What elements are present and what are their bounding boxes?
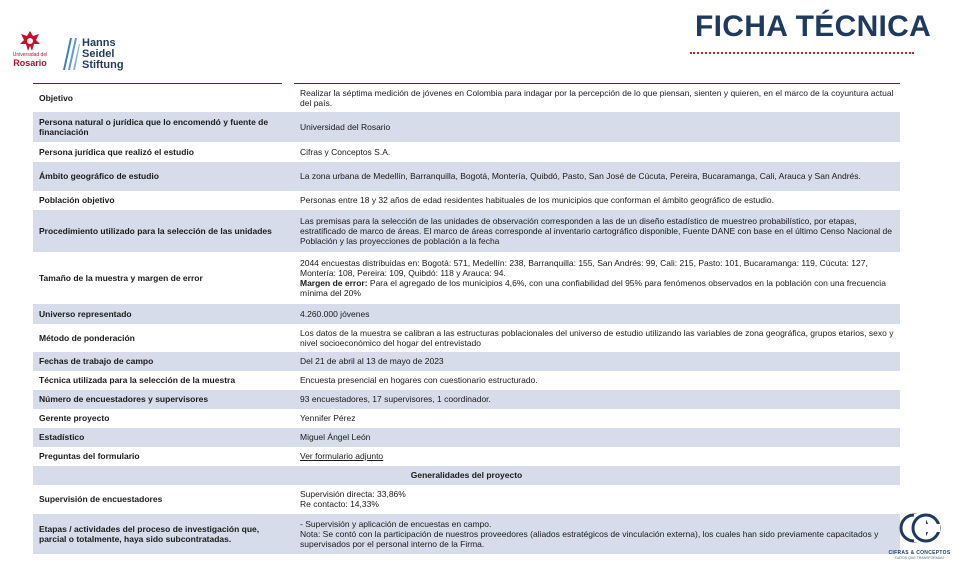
table-row	[33, 112, 900, 142]
re-contacto: Re contacto: 14,33%	[300, 499, 379, 509]
table-row	[33, 210, 900, 252]
formulario-link[interactable]: Ver formulario adjunto	[300, 451, 384, 461]
row-value-universo: 4.260.000 jóvenes	[288, 304, 900, 324]
table-row	[33, 162, 900, 191]
logo-cc-text: CIFRAS & CONCEPTOS	[888, 550, 951, 556]
row-value-ambito: La zona urbana de Medellín, Barranquilla, Bogotá, Montería, Quibdó, Pasto, San José de Cúcuta, Pereira, Bucaramanga, Cali, Arauca y San Andrés.	[288, 162, 900, 191]
cifras-y-conceptos-logo	[880, 512, 959, 572]
row-label-preguntas: Preguntas del formulario	[33, 447, 288, 466]
logo-hss-line3: Stiftung	[82, 59, 124, 71]
table-row	[33, 371, 900, 390]
row-label-etapas: Etapas / actividades del proceso de investigación que, parcial o totalmente, haya sido subcontratadas.	[33, 514, 288, 554]
muestra-distribucion: 2044 encuestas distribuidas en: Bogotá: 571, Medellín: 238, Barranquilla: 155, San Andrés: 99, Cali: 215, Pasto: 101, Bucaramanga: 119, Cúcuta: 127, Montería: 108, Pereira: 109, Quibdó: 118 y Arauca: 94.	[300, 257, 868, 278]
row-label-estadistico: Estadístico	[33, 428, 288, 447]
section-title: Generalidades del proyecto	[33, 466, 900, 485]
section-header-row	[33, 466, 900, 485]
table-row	[33, 304, 900, 324]
logo-ur-big-text: Rosario	[13, 58, 47, 68]
row-value-tecnica: Encuesta presencial en hogares con cuestionario estructurado.	[288, 371, 900, 390]
row-label-encuestadores: Número de encuestadores y supervisores	[33, 390, 288, 409]
row-label-ponderacion: Método de ponderación	[33, 324, 288, 352]
row-value-ponderacion: Los datos de la muestra se calibran a las estructuras poblacionales del universo de estudio utilizando las variables de zona geográfica, grupos etarios, sexo y nivel socioeconómico del hogar del entrevistado	[288, 324, 900, 352]
row-label-tecnica: Técnica utilizada para la selección de la muestra	[33, 371, 288, 390]
table-row	[33, 352, 900, 371]
row-value-estadistico: Miguel Ángel León	[288, 428, 900, 447]
logo-hss-line1: Hanns	[82, 37, 116, 49]
row-value-supervision	[288, 485, 900, 514]
etapas-nota: Nota: Se contó con la participación de nuestros proveedores (aliados estratégicos de vinculación externa), los cuales han sido previamente capacitados y supervisados por el personal interno de la Firma.	[300, 528, 879, 549]
crest-icon	[19, 30, 41, 52]
row-value-encuestadores: 93 encuestadores, 17 supervisores, 1 coordinador.	[288, 390, 900, 409]
row-label-supervision: Supervisión de encuestadores	[33, 485, 288, 514]
row-value-financiacion: Universidad del Rosario	[288, 112, 900, 142]
row-label-universo: Universo representado	[33, 304, 288, 324]
row-value-fechas: Del 21 de abril al 13 de mayo de 2023	[288, 352, 900, 371]
supervision-directa: Supervisión directa: 33,86%	[300, 489, 406, 499]
row-value-realizo: Cifras y Conceptos S.A.	[288, 142, 900, 162]
table-row	[33, 142, 900, 162]
row-value-objetivo: Realizar la séptima medición de jóvenes en Colombia para indagar por la percepción de lo que piensan, sienten y quieren, en el marco de la coyuntura actual del país.	[288, 84, 900, 112]
table-row	[33, 191, 900, 210]
page-title: FICHA TÉCNICA	[695, 10, 932, 43]
universidad-del-rosario-logo	[8, 30, 52, 78]
row-label-fechas: Fechas de trabajo de campo	[33, 352, 288, 371]
row-label-poblacion: Población objetivo	[33, 191, 288, 210]
row-value-preguntas	[288, 447, 900, 466]
row-value-etapas	[288, 514, 900, 554]
table-row	[33, 447, 900, 466]
table-row	[33, 324, 900, 352]
row-value-muestra	[288, 252, 900, 304]
margen-error-label: Margen de error:	[300, 277, 368, 288]
table-row	[33, 409, 900, 428]
row-label-muestra: Tamaño de la muestra y margen de error	[33, 252, 288, 304]
row-value-procedimiento: Las premisas para la selección de las unidades de observación corresponden a las de un diseño estadístico de muestreo probabilístico, por etapas, estratificado de marco de áreas. El marco de áreas corresponde al inventario cartográfico disponible, Fuente DANE con base en el último Censo Nacional de Población y las proyecciones de población a la fecha	[288, 210, 900, 252]
row-value-poblacion: Personas entre 18 y 32 años de edad residentes habituales de los municipios que conforman el ámbito geográfico de estudio.	[288, 191, 900, 210]
row-label-gerente: Gerente proyecto	[33, 409, 288, 428]
logo-hss-line2: Seidel	[82, 48, 115, 60]
logo-ur-small-text: Universidad del	[12, 52, 48, 58]
row-label-procedimiento: Procedimiento utilizado para la selección de las unidades	[33, 210, 288, 252]
table-row	[33, 252, 900, 304]
hss-mark-icon	[60, 36, 80, 72]
margen-error-text: Para el agregado de los municipios 4,6%, con una confiabilidad del 95% para fenómenos observados en la población con una frecuencia mínima del 20%	[300, 277, 886, 298]
row-label-financiacion: Persona natural o jurídica que lo encomendó y fuente de financiación	[33, 112, 288, 142]
table-row	[33, 84, 900, 112]
ficha-tecnica-table	[33, 83, 900, 554]
row-label-ambito: Ámbito geográfico de estudio	[33, 162, 288, 191]
table-row	[33, 428, 900, 447]
etapas-line1: - Supervisión y aplicación de encuestas en campo.	[300, 518, 492, 529]
table-row	[33, 390, 900, 409]
row-label-realizo: Persona jurídica que realizó el estudio	[33, 142, 288, 162]
row-value-gerente: Yennifer Pérez	[288, 409, 900, 428]
title-underline	[690, 52, 914, 54]
table-row	[33, 485, 900, 514]
logo-cc-subtext: DATOS QUE TRANSFORMAN	[895, 556, 944, 560]
cc-mark-icon	[897, 512, 943, 544]
page-header	[0, 0, 959, 82]
table-row	[33, 514, 900, 554]
row-label-objetivo: Objetivo	[33, 84, 288, 112]
